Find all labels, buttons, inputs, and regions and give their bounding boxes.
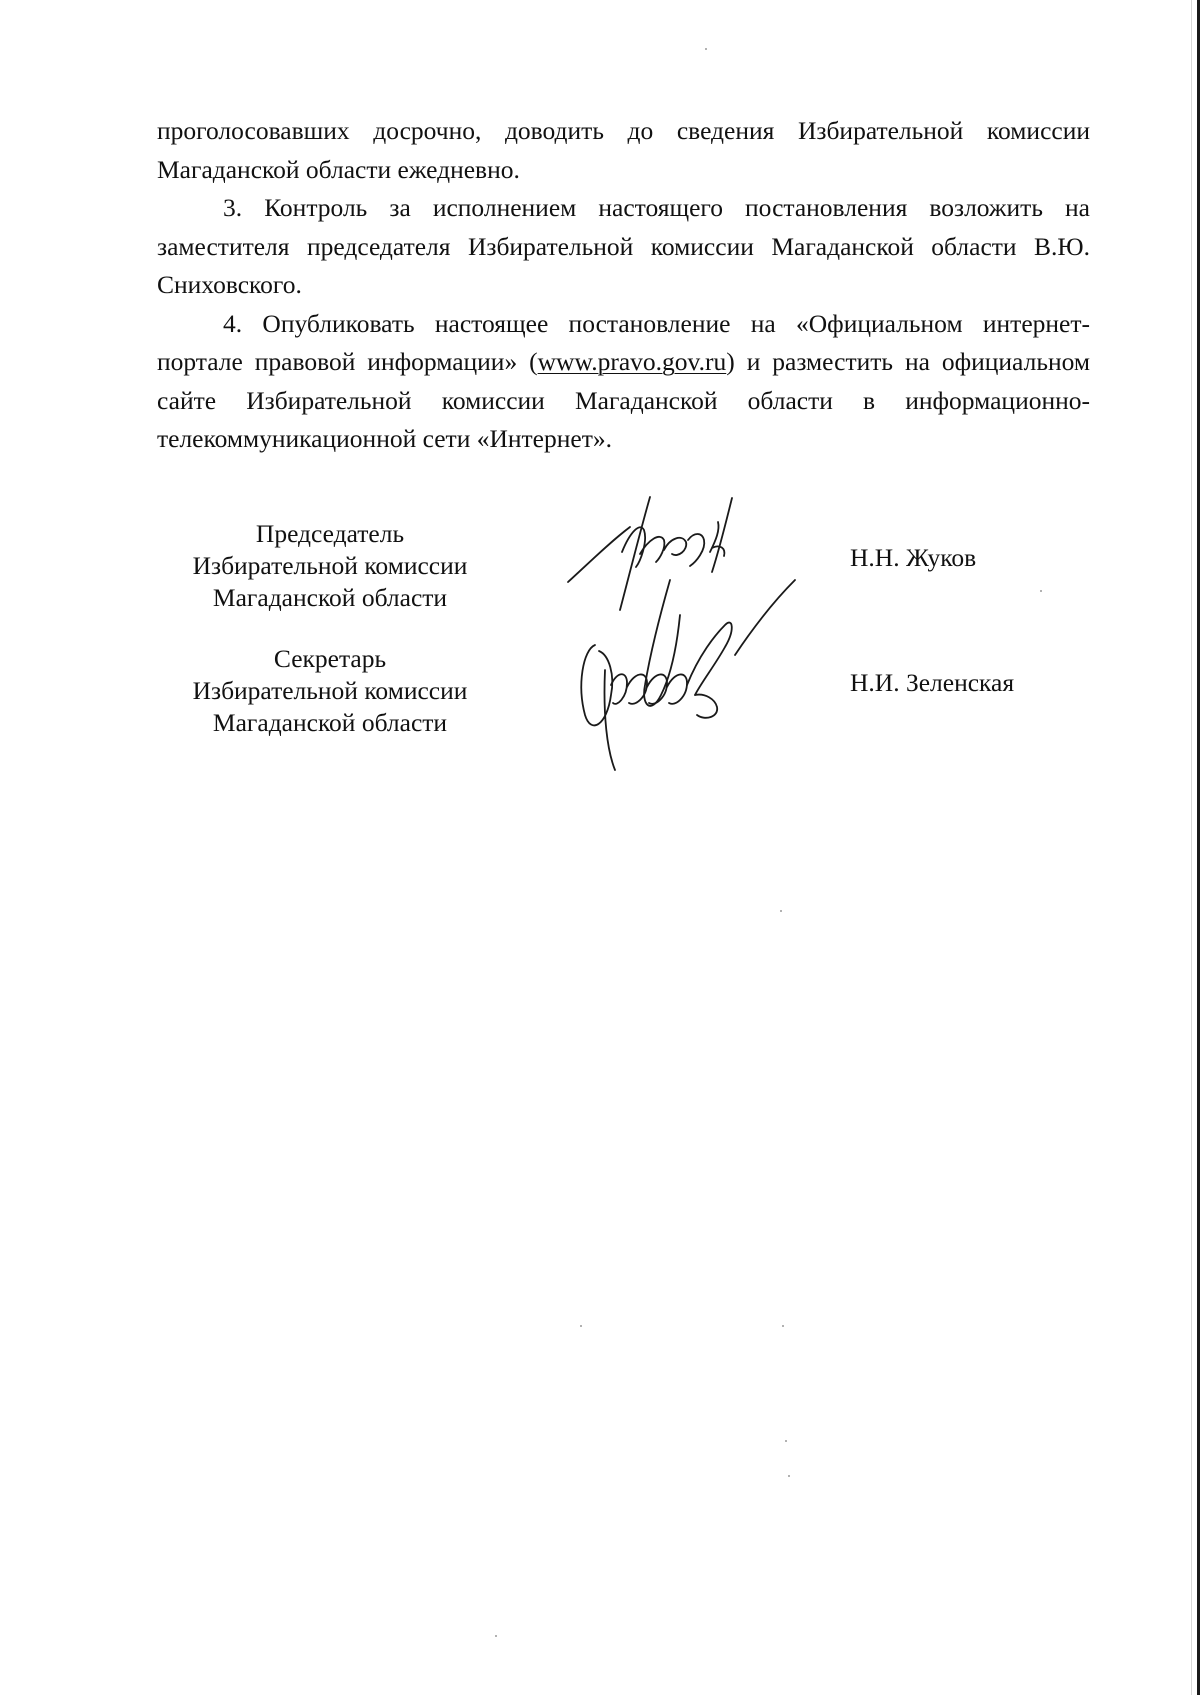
chairman-name: Н.Н. Жуков [850, 543, 977, 572]
secretary-title-line-1: Секретарь [273, 644, 387, 673]
scan-speck [495, 1635, 497, 1637]
paragraph-4 [157, 305, 1090, 459]
chairman-title-line-3: Магаданской области [212, 583, 448, 612]
paragraph-4-text-after: ) и разместить на официальном сайте Избирательной комиссии Магаданской области в информационно-телекоммуникационной сети «Интернет». [157, 347, 1090, 453]
scan-speck [782, 1325, 784, 1327]
scan-speck [580, 1325, 582, 1327]
chairman-title-line-2: Избирательной комиссии [192, 551, 468, 580]
secretary-signature [555, 575, 815, 775]
paragraph-continuation: проголосовавших досрочно, доводить до сведения Избирательной комиссии Магаданской области ежедневно. [157, 116, 1090, 184]
secretary-title-line-3: Магаданской области [212, 708, 448, 737]
scan-speck [785, 1440, 787, 1442]
pravo-link[interactable]: www.pravo.gov.ru [537, 347, 727, 376]
secretary-title-line-2: Избирательной комиссии [192, 676, 468, 705]
paragraph-4-text-before: 4. Опубликовать настоящее постановление на «Официальном интернет-портале правовой информации» ( [157, 308, 1090, 376]
scan-speck [705, 48, 707, 50]
secretary-title [160, 643, 500, 739]
paragraph-3: 3. Контроль за исполнением настоящего постановления возложить на заместителя председателя Избирательной комиссии Магаданской области В.Ю. Сниховского. [157, 193, 1090, 299]
scan-speck [780, 910, 782, 912]
scan-edge-line [1191, 0, 1192, 1695]
document-body [157, 112, 1090, 459]
scan-speck [1040, 590, 1042, 592]
secretary-name: Н.И. Зеленская [850, 668, 1015, 697]
chairman-title [160, 518, 500, 614]
scan-speck [788, 1475, 790, 1477]
chairman-title-line-1: Председатель [255, 519, 405, 548]
